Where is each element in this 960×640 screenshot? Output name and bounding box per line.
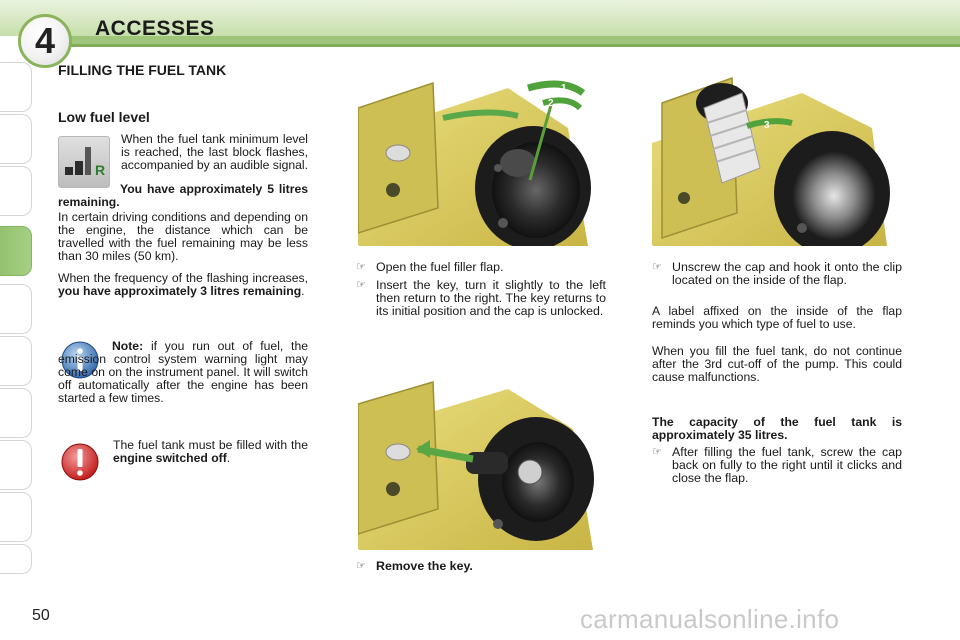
chapter-number: 4 [34, 20, 56, 61]
five-litres-text: You have approximately 5 litres remaining. [58, 182, 308, 209]
cut-off-paragraph: When you fill the fuel tank, do not continue after the 3rd cut-off of the pump. This could cause malfunctions. [652, 344, 902, 384]
pointing-hand-icon: ☞ [356, 279, 366, 291]
label-paragraph: A label affixed on the inside of the flap reminds you which type of fuel to use. [652, 304, 902, 331]
chapter-tab-2[interactable] [0, 114, 32, 164]
warning-text: The fuel tank must be filled with the [113, 438, 308, 452]
distance-paragraph: In certain driving conditions and depending on the engine, the distance which can be travelled with the fuel remaining may be less than 30 miles (50 km). [58, 210, 308, 263]
section-title: ACCESSES [95, 17, 215, 40]
chapter-tab-10[interactable] [0, 544, 32, 574]
chapter-tab-6[interactable] [0, 336, 32, 386]
low-fuel-paragraph: When the fuel tank minimum level is reached, the last block flashes, accompanied by an audible signal. [121, 132, 309, 172]
chapter-tab-5[interactable] [0, 284, 32, 334]
watermark: carmanualsonline.info [580, 604, 840, 634]
bullet-remove-key-text: Remove the key. [376, 559, 473, 573]
page-number: 50 [32, 607, 50, 624]
tank-capacity: The capacity of the fuel tank is approximately 35 litres. [652, 415, 902, 442]
bullet-unscrew-cap [652, 261, 902, 287]
bullet-screw-cap-back-text: After filling the fuel tank, screw the cap back on fully to the right until it clicks and close the flap. [672, 445, 902, 485]
note-paragraph [58, 340, 308, 405]
photo-unscrew-cap [652, 68, 902, 246]
chapter-tab-7[interactable] [0, 388, 32, 438]
exclamation-icon [58, 442, 102, 482]
fuel-level-warning-icon [58, 136, 110, 188]
pointing-hand-icon: ☞ [356, 261, 366, 273]
chapter-tab-8[interactable] [0, 440, 32, 490]
bullet-remove-key [356, 560, 606, 573]
pointing-hand-icon: ☞ [652, 446, 662, 458]
photo-open-fuel-flap [358, 68, 606, 246]
bullet-open-flap-text: Open the fuel filler flap. [376, 260, 504, 274]
chapter-number-badge [18, 14, 72, 68]
photo-marker-2: 2 [548, 98, 554, 109]
chapter-tab-9[interactable] [0, 492, 32, 542]
chapter-tab-1[interactable] [0, 62, 32, 112]
bullet-screw-cap-back [652, 446, 902, 485]
photo-marker-1: 1 [561, 83, 567, 94]
warning-end: . [226, 451, 231, 465]
main-heading: FILLING THE FUEL TANK [58, 62, 227, 78]
engine-switched-off-text: engine switched off [113, 451, 227, 465]
photo-marker-3: 3 [764, 120, 770, 131]
photo-remove-key [358, 374, 606, 550]
three-litres-text: you have approximately 3 litres remaining [58, 284, 302, 298]
note-text: if you run out of fuel, the emission control system warning light may come on on the instrument panel. It will switch off automatically after the engine has been started a few times. [58, 339, 309, 405]
note-label: Note: [112, 339, 144, 353]
frequency-end: . [301, 284, 305, 298]
warning-paragraph [113, 439, 308, 465]
bullet-insert-key [356, 279, 606, 318]
frequency-paragraph [58, 272, 308, 298]
chapter-tab-3[interactable] [0, 166, 32, 216]
five-litres-remaining [58, 183, 308, 209]
bullet-insert-key-text: Insert the key, turn it slightly to the left then return to the right. The key returns to its initial position and the cap is unlocked. [376, 278, 606, 318]
bullet-unscrew-cap-text: Unscrew the cap and hook it onto the clip located on the inside of the flap. [672, 260, 902, 287]
sub-heading: Low fuel level [58, 109, 150, 125]
pointing-hand-icon: ☞ [356, 560, 366, 572]
svg-text:R: R [95, 162, 106, 178]
chapter-tab-4-active[interactable] [0, 226, 32, 276]
frequency-text: When the frequency of the flashing increases, [58, 271, 308, 285]
pointing-hand-icon: ☞ [652, 261, 662, 273]
bullet-open-flap [356, 261, 606, 274]
